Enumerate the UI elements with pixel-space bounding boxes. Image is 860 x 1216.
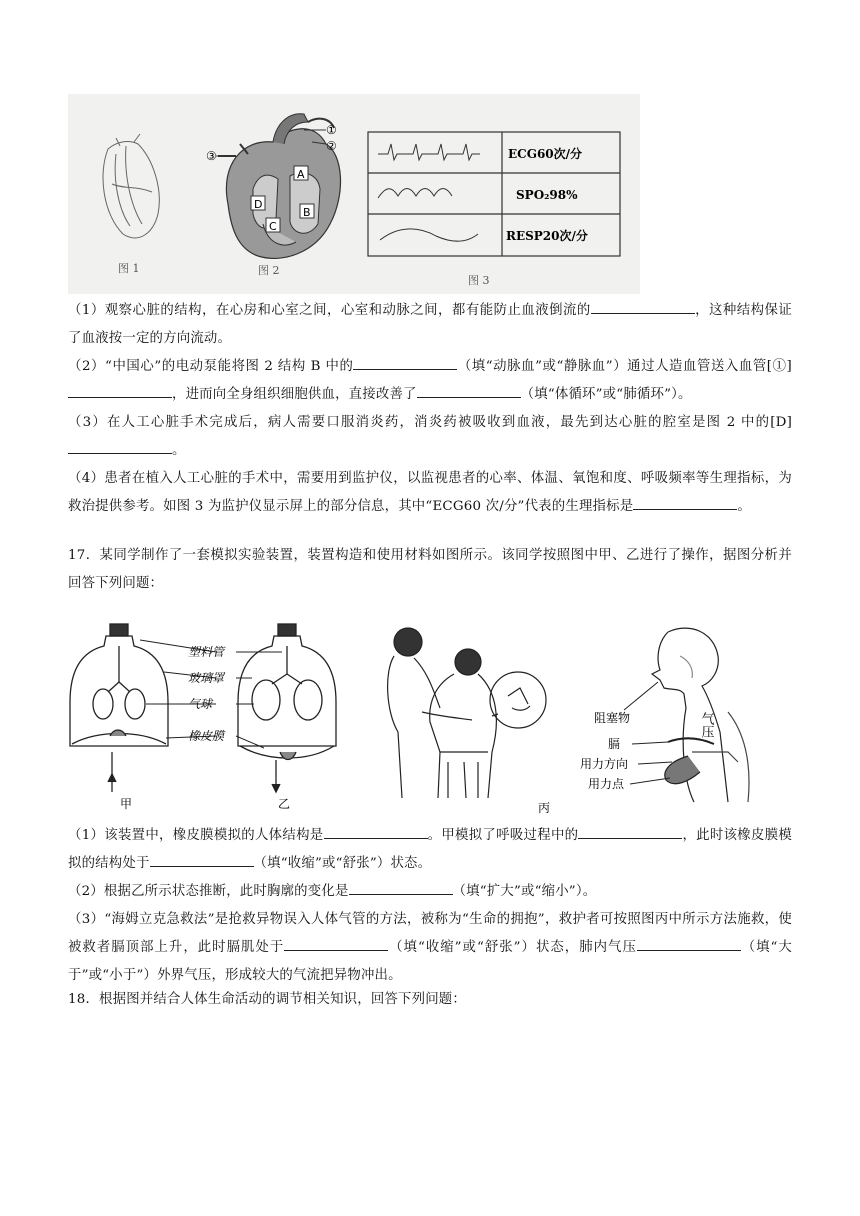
heart-diagram bbox=[216, 114, 341, 259]
heart-sketch-image bbox=[103, 134, 159, 238]
q16-part-1: （1）观察心脏的结构，在心房和心室之间，心室和动脉之间，都有能防止血液倒流的 ，这种结构保证了血液按一定的方向流动。 bbox=[68, 297, 792, 353]
bell-jar-yi bbox=[238, 624, 336, 792]
fig3-caption: 图 3 bbox=[468, 274, 490, 287]
heart-label-A: A bbox=[297, 168, 305, 181]
fig2-caption: 图 2 bbox=[258, 264, 280, 277]
monitor-label-spo2: SPO₂98% bbox=[516, 188, 578, 202]
resp-waveform bbox=[380, 229, 478, 241]
question-17-parts bbox=[68, 822, 792, 990]
label-glass-cover: 玻璃罩 bbox=[188, 671, 225, 685]
answer-blank[interactable] bbox=[349, 880, 453, 895]
answer-blank[interactable] bbox=[68, 439, 172, 454]
caption-bing: 丙 bbox=[538, 801, 551, 815]
heart-label-C: C bbox=[269, 220, 277, 233]
label-force-direction: 用力方向 bbox=[580, 757, 629, 771]
answer-blank[interactable] bbox=[150, 852, 254, 867]
label-obstruction: 阻塞物 bbox=[594, 711, 631, 725]
fig1-caption: 图 1 bbox=[118, 262, 140, 275]
answer-blank[interactable] bbox=[284, 936, 388, 951]
answer-blank[interactable] bbox=[68, 383, 172, 398]
label-balloon: 气球 bbox=[188, 697, 213, 711]
question-17-stem bbox=[68, 542, 792, 598]
heart-label-3: ③ bbox=[206, 149, 217, 163]
q16-part-3: （3）在人工心脏手术完成后，病人需要口服消炎药，消炎药被吸收到血液，最先到达心脏的腔室是图 2 中的[D]。 bbox=[68, 415, 792, 458]
label-force-point: 用力点 bbox=[588, 777, 625, 791]
heart-monitor-figure bbox=[68, 94, 640, 294]
question-16-parts bbox=[68, 297, 792, 521]
label-plastic-tube: 塑料管 bbox=[188, 645, 225, 659]
ecg-waveform bbox=[378, 144, 480, 160]
answer-blank[interactable] bbox=[324, 824, 428, 839]
answer-blank[interactable] bbox=[417, 383, 521, 398]
spo2-waveform bbox=[378, 189, 452, 199]
breathing-model-figure bbox=[68, 612, 792, 826]
monitor-label-resp: RESP20次/分 bbox=[506, 229, 588, 243]
q18-stem-text: 18．根据图并结合人体生命活动的调节相关知识，回答下列问题： bbox=[68, 992, 466, 1007]
bell-jar-jia bbox=[70, 624, 168, 792]
q17-part-1: （1）该装置中，橡皮膜模拟的人体结构是 。甲模拟了呼吸过程中的 ，此时该橡皮膜模拟的结构处于 （填“收缩”或“舒张”）状态。 bbox=[68, 822, 792, 878]
heart-label-B: B bbox=[303, 206, 311, 219]
label-air-pressure: 气压 bbox=[698, 712, 714, 738]
answer-blank[interactable] bbox=[633, 495, 737, 510]
q17-part-2: （2）根据乙所示状态推断，此时胸廓的变化是 （填“扩大”或“缩小”）。 bbox=[68, 878, 792, 906]
question-18-stem bbox=[68, 986, 792, 1014]
heart-label-D: D bbox=[254, 198, 263, 211]
q16-part-2: （2）“中国心”的电动泵能将图 2 结构 B 中的 （填“动脉血”或“静脉血”）通过人造血管送入血管[①]，进而向全身组织细胞供血，直接改善了 （填“体循环”或“肺循环”）。 bbox=[68, 353, 792, 409]
answer-blank[interactable] bbox=[637, 936, 741, 951]
answer-blank[interactable] bbox=[353, 355, 457, 370]
heart-label-2: ② bbox=[326, 139, 337, 153]
q17-stem-text: 17．某同学制作了一套模拟实验装置，装置构造和使用材料如图所示。该同学按照图中甲、乙进行了操作，据图分析并回答下列问题： bbox=[68, 548, 792, 591]
label-diaphragm: 膈 bbox=[608, 737, 621, 751]
monitor-label-ecg: ECG60次/分 bbox=[508, 147, 583, 161]
q17-part-3: （3）“海姆立克急救法”是抢救异物误入人体气管的方法，被称为“生命的拥抱”，救护者可按照图丙中所示方法施救，使被救者膈顶部上升，此时膈肌处于 （填“收缩”或“舒张”）状态，肺内气压 （填“大于”或“小于”）外界气压，形成较大的气流把异物冲出。 bbox=[68, 912, 793, 983]
heart-label-1: ① bbox=[326, 123, 337, 137]
heimlich-illustration bbox=[388, 628, 546, 798]
caption-jia: 甲 bbox=[120, 797, 133, 811]
answer-blank[interactable] bbox=[578, 824, 682, 839]
label-rubber-membrane: 橡皮膜 bbox=[188, 729, 225, 743]
answer-blank[interactable] bbox=[591, 299, 695, 314]
caption-yi: 乙 bbox=[278, 797, 291, 811]
q16-part-4: （4）患者在植入人工心脏的手术中，需要用到监护仪，以监视患者的心率、体温、氧饱和度、呼吸频率等生理指标，为救治提供参考。如图 3 为监护仪显示屏上的部分信息，其中“ECG60 次/分”代表的生理指标是 。 bbox=[68, 471, 792, 514]
